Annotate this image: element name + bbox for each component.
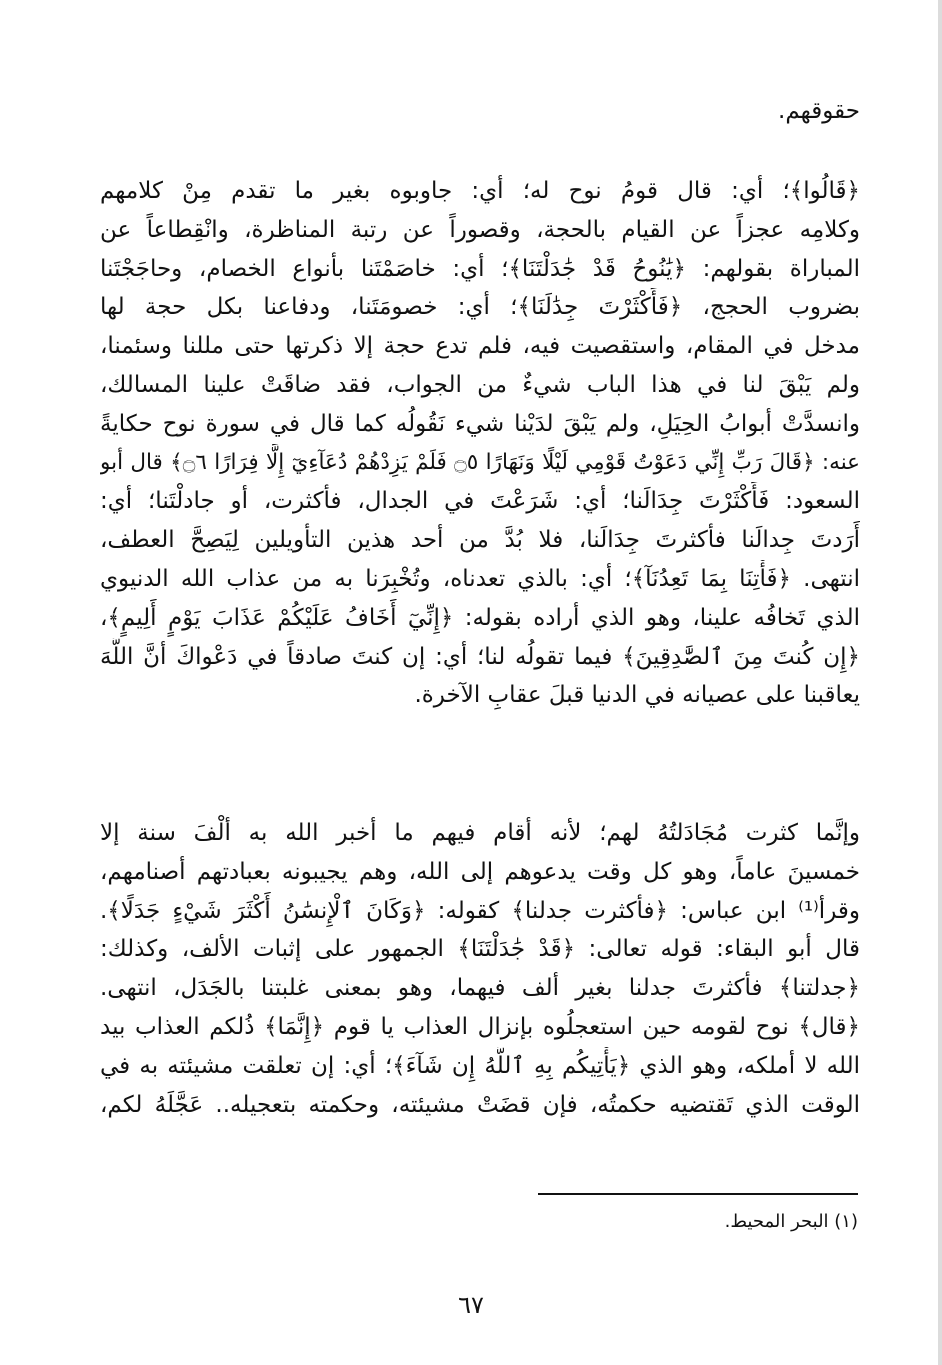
- text-line: انتهى. ﴿فَأْتِنَا بِمَا تَعِدُنَآ﴾؛ أي: بالذي تعدناه، وتُخْبِرَنا به من عذاب الله الدنيوي: [100, 565, 860, 592]
- text-line: ﴿قال﴾ نوح لقومه حين استعجلُوه بإنزال العذاب يا قوم ﴿إِنَّمَا﴾ ذُلكم العذاب بيد: [100, 1013, 860, 1040]
- text-line: خمسينَ عاماً، وهو كل وقت يدعوهم إلى الله، وهم يجيبونه بعبادتهم أصنامهم،: [100, 858, 860, 885]
- text-line: ﴿إِن كُنتَ مِنَ ٱلصَّٰدِقِينَ﴾ فيما تقولُه لنا؛ أي: إن كنتَ صادقاً في دَعْواكَ أنَّ اللَّهَ: [100, 643, 860, 670]
- text-line: ولم يَبْقَ لنا في هذا الباب شيءٌ من الجواب، فقد ضاقَتْ علينا المسالك،: [100, 371, 860, 398]
- text-line: حقوقهم.: [778, 98, 860, 124]
- text-line: أَرَدتَ جِدالَنا فأكثرتَ جِدَالَنا، فلا بُدَّ من أحد هذين التأويلين لِيَصِحَّ العطف،: [100, 527, 860, 554]
- text-line: وقرأ⁽¹⁾ ابن عباس: ﴿فأكثرت جدلنا﴾ كقوله: ﴿وَكَانَ ٱلْإِنسَٰنُ أَكْثَرَ شَيْءٍ جَدَلًا﴾.: [100, 897, 860, 924]
- text-line: الذي تَخافُه علينا، وهو الذي أراده بقوله: ﴿إِنِّيٓ أَخَافُ عَلَيْكُمْ عَذَابَ يَوْمٍ أَلِيمٍ﴾،: [100, 604, 860, 631]
- text-line: قال أبو البقاء: قوله تعالى: ﴿قَدْ جَٰدَلْتَنَا﴾ الجمهور على إثبات الألف، وكذلك:: [100, 936, 860, 963]
- text-line: يعاقبنا على عصيانه في الدنيا قبلَ عقابِ الآخرة.: [414, 682, 860, 709]
- text-line: وانسدَّتْ أبوابُ الحِيَلِ، ولم يَبْقَ لدَيْنا شيء نَقُولُه كما قال في سورة نوح حكايةً: [100, 410, 860, 437]
- text-line: ﴿قَالُوا﴾؛ أي: قال قومُ نوح له؛ أي: جاوبوه بغير ما تقدم مِنْ كلامهم: [100, 178, 860, 204]
- page-edge-shadow: [938, 0, 942, 1365]
- text-line: ﴿جدلتنا﴾ فأكثرتَ جدلنا بغير ألف فيهما، وهو بمعنى غلبتنا بالجَدَل، انتهى.: [100, 975, 860, 1002]
- text-line: الوقت الذي تَقتضيه حكمتُه، فإن قضَتْ مشيئته، وحكمته بتعجيله.. عَجَّلَهُ لكم،: [100, 1091, 860, 1118]
- text-line: بضروب الحجج، ﴿فَأَكْثَرْتَ جِدَٰلَنَا﴾؛ أي: خصومَتَنا، ودفاعنا بكل حجة لها: [100, 294, 860, 321]
- page-number: ٦٧: [458, 1291, 484, 1319]
- text-line: مدخل في المقام، واستقصيت فيه، فلم تدع حجة إلا ذكرتها حتى مللنا وسئمنا،: [100, 333, 860, 360]
- text-line: المباراة بقولهم: ﴿يَٰنُوحُ قَدْ جَٰدَلْتَنَا﴾؛ أي: خاصَمْتَنا بأنواع الخصام، وحاجَجْتَنا: [100, 255, 860, 282]
- footnote-divider: [538, 1193, 858, 1195]
- footnote: (١) البحر المحيط.: [724, 1211, 858, 1232]
- text-line: الله لا أملكه، وهو الذي ﴿يَأْتِيكُم بِهِ ٱللَّهُ إِن شَآءَ﴾؛ أي: إن تعلقت مشيئته به في: [100, 1052, 860, 1079]
- text-line: عنه: ﴿قَالَ رَبِّ إِنِّي دَعَوْتُ قَوْمِي لَيْلًا وَنَهَارًا ۝٥ فَلَمْ يَزِدْهُمْ دُعَآءِيٓ إِلَّا فِرَارًا ۝٦﴾ قال أبو: [100, 449, 860, 475]
- text-line: وكلامِه عجزاً عن القيام بالحجة، وقصوراً عن رتبة المناظرة، وانْقِطاعاً عن: [100, 216, 860, 243]
- paragraph-2: [100, 814, 860, 1124]
- text-line: السعود: فَأَكْثَرْتَ جِدَالَنا؛ أي: شَرَعْتَ في الجدال، فأكثرت، أو جادلْتَنا؛ أي:: [100, 488, 860, 515]
- opening-text: [100, 92, 860, 131]
- text-line: وإنَّما كثرت مُجَادَلتُهُ لهم؛ لأنه أقام فيهم ما أخبر الله به ألْفَ سنة إلا: [100, 820, 860, 846]
- paragraph-1: [100, 172, 860, 715]
